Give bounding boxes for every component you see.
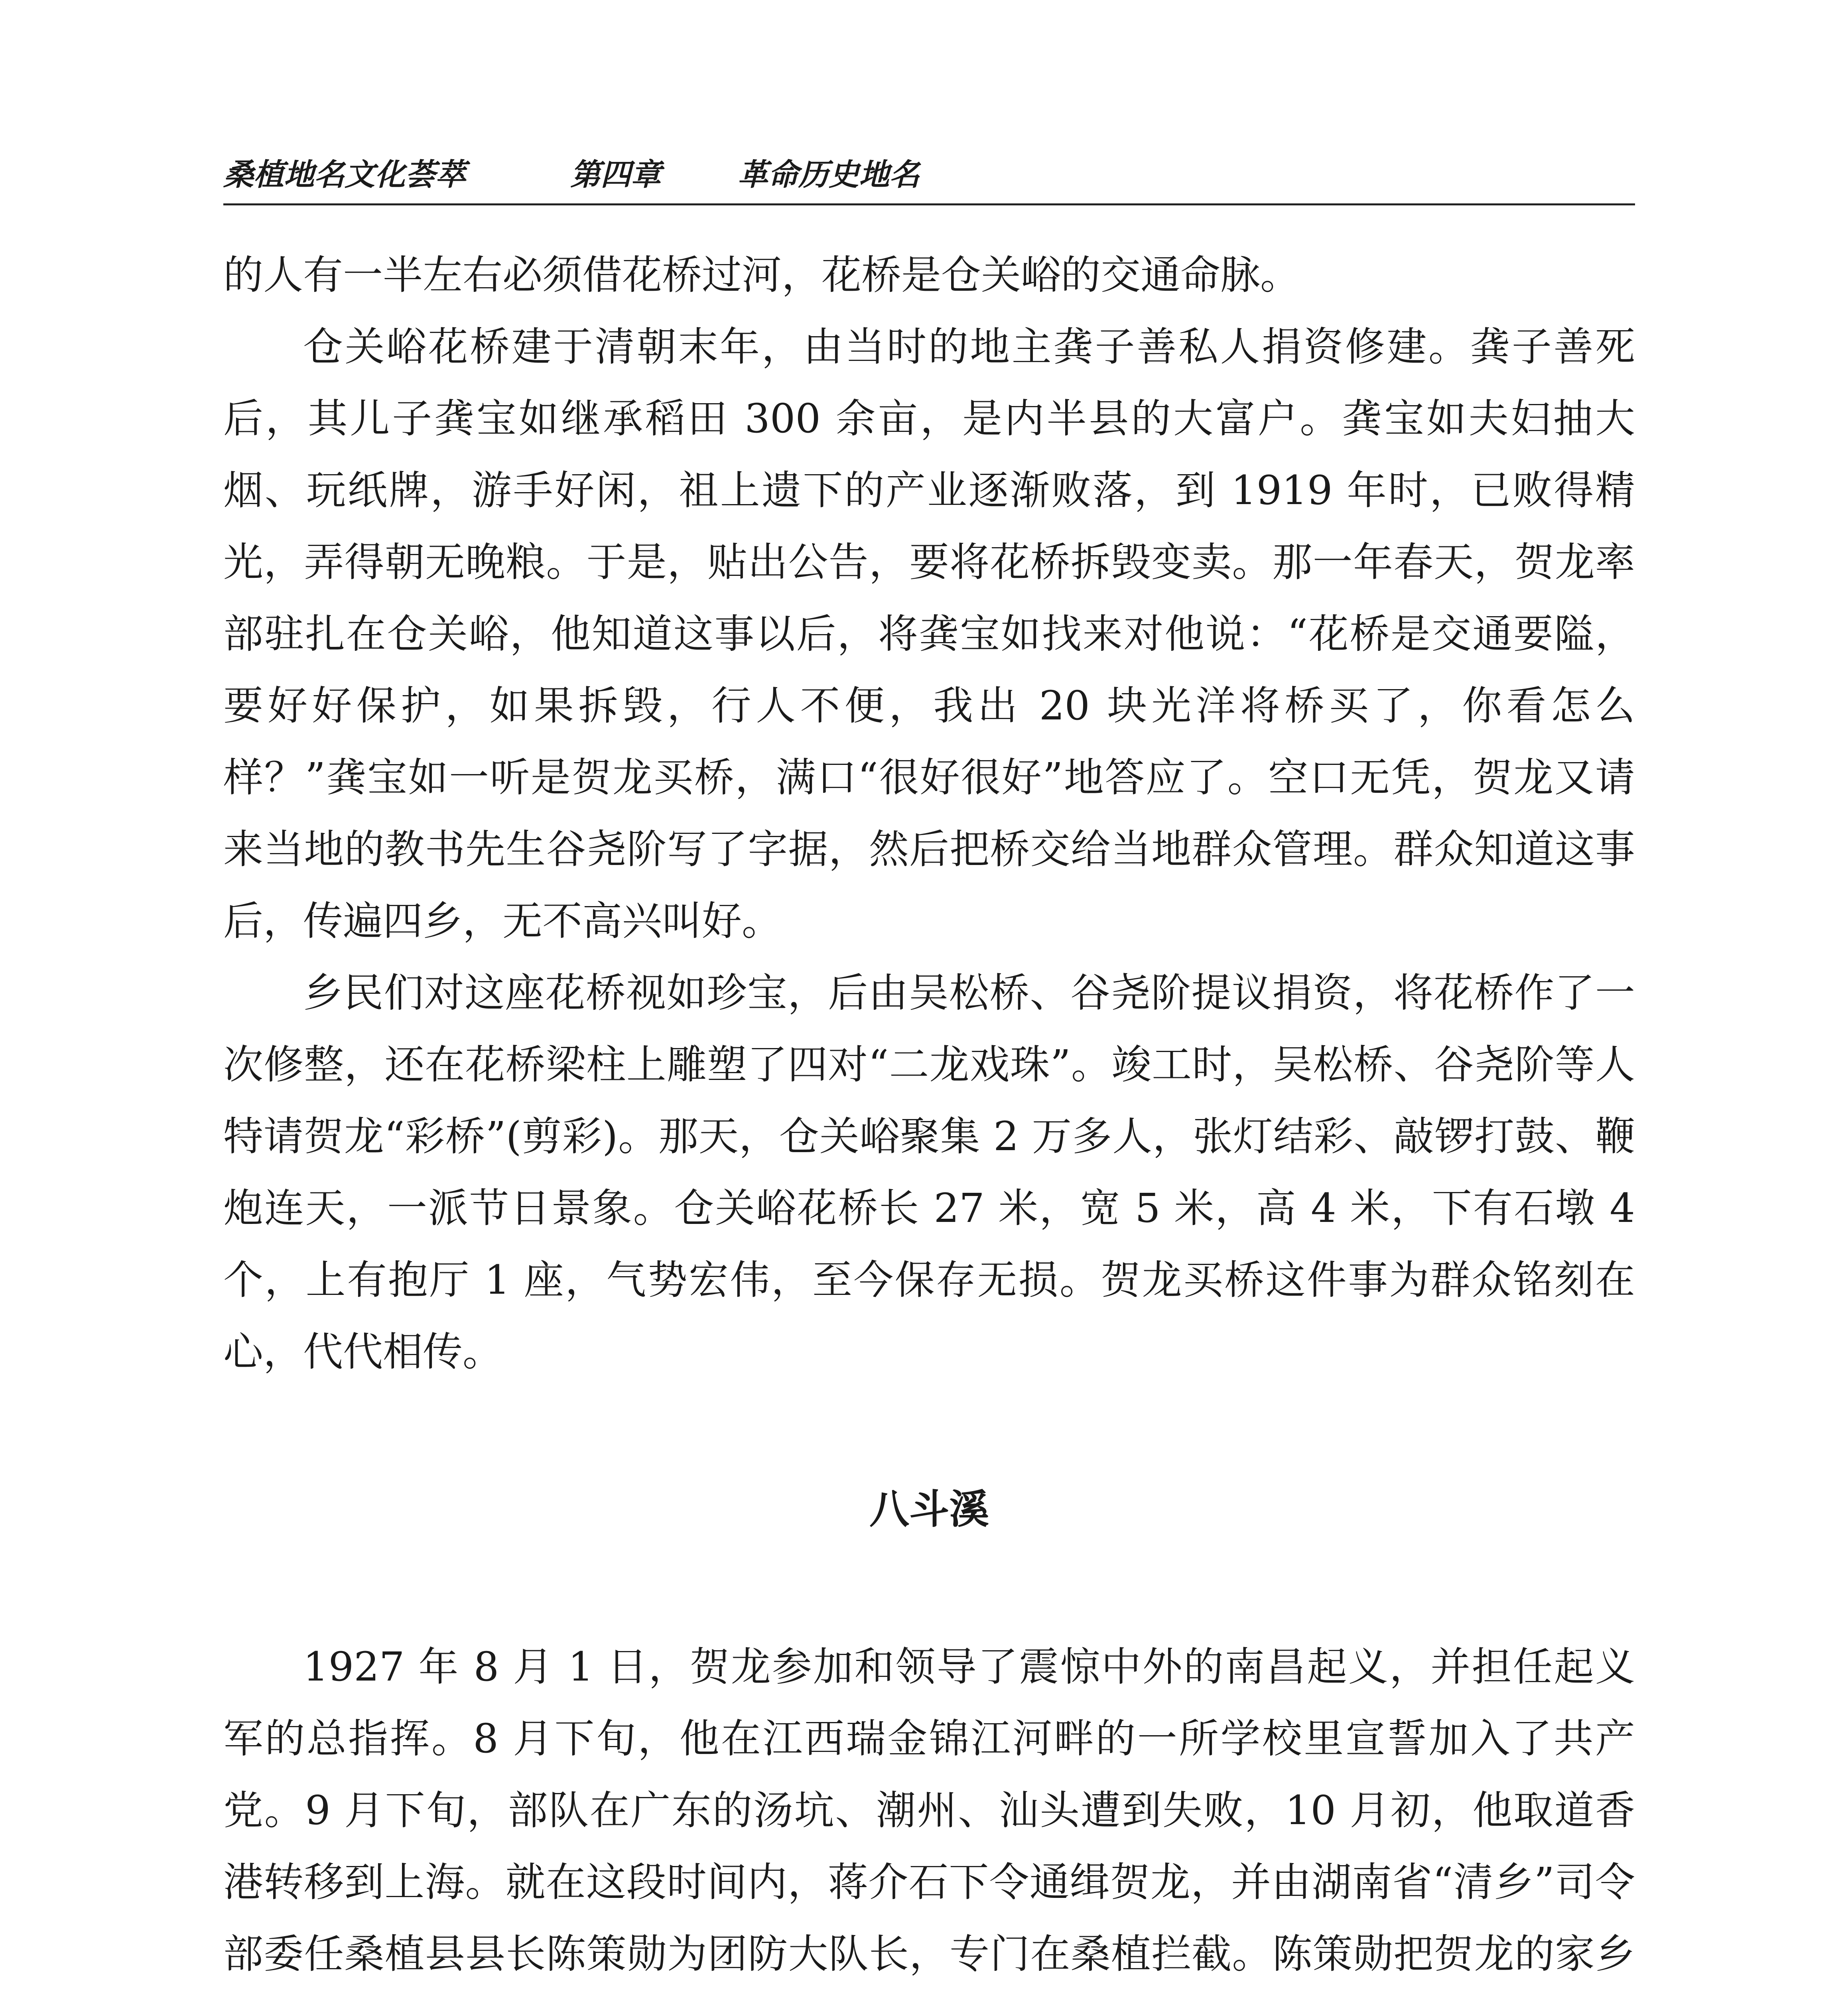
paragraph-nanchang-uprising: 1927 年 8 月 1 日，贺龙参加和领导了震惊中外的南昌起义，并担任起义军的总指挥。8 月下旬，他在江西瑞金锦江河畔的一所学校里宣誓加入了共产党。9 月下旬，部队在广东的汤坑、潮州、汕头遭到失败，10 月初，他取道香港转移到上海。就在这段时间内，蒋介石下令通缉贺龙，并由湖南省“清乡”司令部委任桑植县县长陈策勋为团防大队长，专门在桑植拦截。陈策勋把贺龙的家乡 [223,1643,1635,1977]
header-book-title: 桑植地名文化荟萃 [223,157,466,192]
header-divider [223,203,1635,205]
header-chapter: 第四章 [570,157,661,192]
section-title: 八斗溪 [869,1486,989,1533]
page-body [223,239,1635,1994]
paragraph-bridge-renovation: 乡民们对这座花桥视如珍宝，后由吴松桥、谷尧阶提议捐资，将花桥作了一次修整，还在花桥梁柱上雕塑了四对“二龙戏珠”。竣工时，吴松桥、谷尧阶等人特请贺龙“彩桥”(剪彩)。那天，仓关峪聚集 2 万多人，张灯结彩、敲锣打鼓、鞭炮连天，一派节日景象。仓关峪花桥长 27 米，宽 5 米，高 4 米，下有石墩 4 个，上有抱厅 1 座，气势宏伟，至今保存无损。贺龙买桥这件事为群众铭刻在心，代代相传。 [223,969,1635,1375]
paragraph-bridge-history: 仓关峪花桥建于清朝末年，由当时的地主龚子善私人捐资修建。龚子善死后，其儿子龚宝如继承稻田 300 余亩，是内半县的大富户。龚宝如夫妇抽大烟、玩纸牌，游手好闲，祖上遗下的产业逐渐败落，到 1919 年时，已败得精光，弄得朝无晚粮。于是，贴出公告，要将花桥拆毁变卖。那一年春天，贺龙率部驻扎在仓关峪，他知道这事以后，将龚宝如找来对他说：“花桥是交通要隘，要好好保护，如果拆毁，行人不便，我出 20 块光洋将桥买了，你看怎么样？”龚宝如一听是贺龙买桥，满口“很好很好”地答应了。空口无凭，贺龙又请来当地的教书先生谷尧阶写了字据，然后把桥交给当地群众管理。群众知道这事后，传遍四乡，无不高兴叫好。 [223,323,1635,944]
header-section: 革命历史地名 [738,157,920,192]
paragraph-continued: 的人有一半左右必须借花桥过河，花桥是仓关峪的交通命脉。 [223,252,1300,298]
running-header [223,151,1635,199]
